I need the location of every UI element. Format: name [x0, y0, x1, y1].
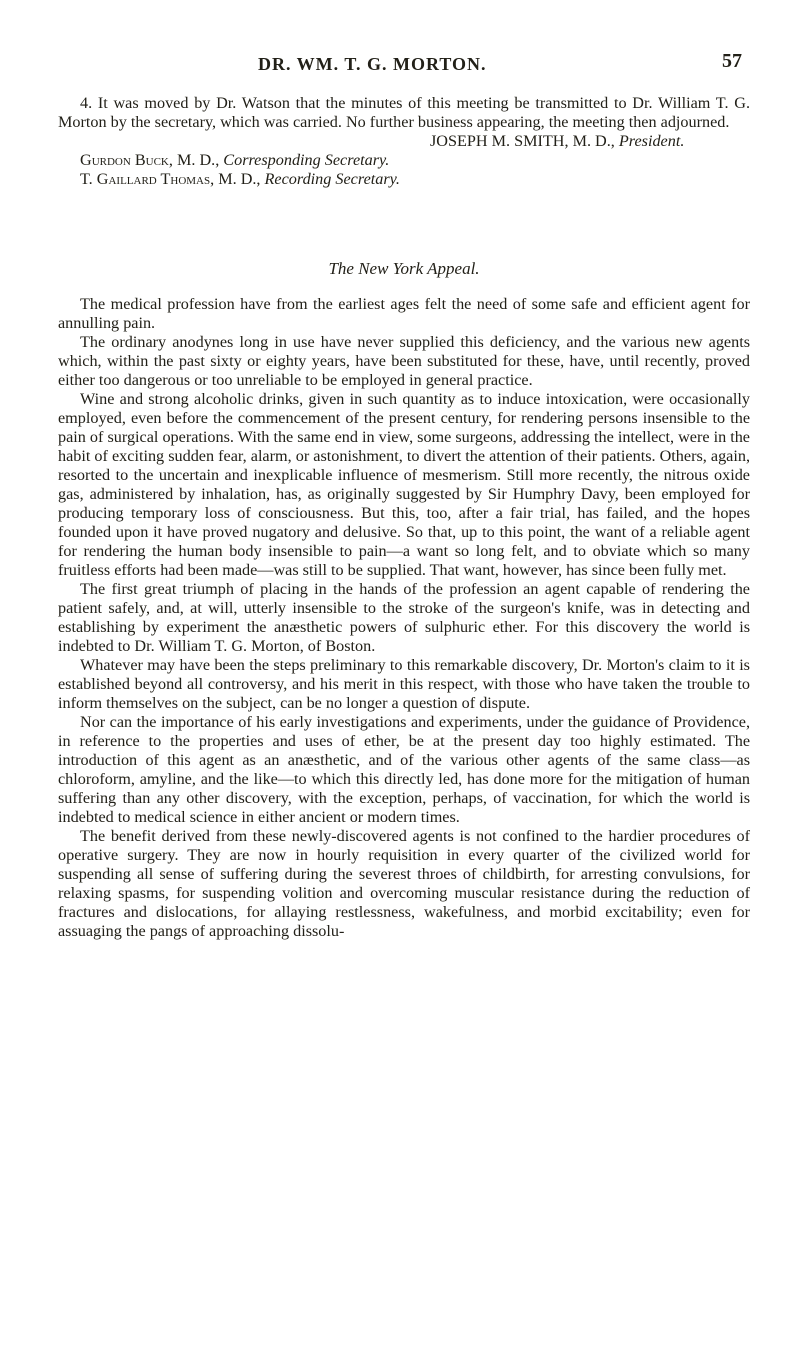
page-body — [58, 94, 750, 941]
president-name: JOSEPH M. SMITH, M. D., — [430, 132, 615, 150]
president-signature — [58, 132, 750, 151]
president-title: President. — [618, 132, 685, 150]
running-head: DR. WM. T. G. MORTON. — [258, 54, 487, 74]
minutes-paragraph: 4. It was moved by Dr. Watson that the minutes of this meeting be transmitted to Dr. William T. G. Morton by the secretary, which was carried. No further business appearing, the meeting then adjourned. — [58, 94, 750, 131]
body-paragraph: The ordinary anodynes long in use have never supplied this deficiency, and the various new agents which, within the past sixty or eighty years, have been substituted for these, have, until recently, proved either too dangerous or too unreliable to be employed in general practice. — [58, 333, 750, 389]
corresponding-secretary-title: Corresponding Secretary. — [223, 151, 390, 169]
body-paragraph: Nor can the importance of his early investigations and experiments, under the guidance of Providence, in reference to the properties and uses of ether, be at the present day too highly estimated. The introduction of this agent as an anæsthetic, and of the various other agents of the same class—as chloroform, amyline, and the like—to which this directly led, has done more for the mitigation of human suffering than any other discovery, with the exception, perhaps, of vaccination, for which the world is indebted to medical science in either ancient or modern times. — [58, 713, 750, 826]
section-title: The New York Appeal. — [328, 259, 480, 278]
body-paragraph: Wine and strong alcoholic drinks, given in such quantity as to induce intoxication, were occasionally employed, even before the commencement of the present century, for rendering persons insensible to the pain of surgical operations. With the same end in view, some surgeons, addressing the intellect, were in the habit of exciting sudden fear, alarm, or astonishment, to divert the attention of their patients. Others, again, resorted to the uncertain and inexplicable influence of mesmerism. Still more recently, the nitrous oxide gas, administered by inhalation, has, as originally suggested by Sir Humphry Davy, been employed for producing temporary loss of consciousness. But this, too, after a fair trial, has failed, and the hopes founded upon it have proved nugatory and delusive. So that, up to this point, the want of a reliable agent for rendering the human body insensible to pain—a want so long felt, and to obviate which so many fruitless efforts had been made—was still to be supplied. That want, however, has since been fully met. — [58, 390, 750, 579]
corresponding-secretary-signature — [58, 151, 750, 170]
recording-secretary-signature — [58, 170, 750, 189]
page-number: 57 — [722, 50, 742, 72]
body-paragraph: Whatever may have been the steps preliminary to this remarkable discovery, Dr. Morton's claim to it is established beyond all controversy, and his merit in this respect, with those who have taken the trouble to inform themselves on the subject, can be no longer a question of dispute. — [58, 656, 750, 712]
recording-secretary-name: T. Gaillard Thomas, M. D., — [80, 170, 261, 188]
body-paragraph: The benefit derived from these newly-discovered agents is not confined to the hardier procedures of operative surgery. They are now in hourly requisition in every quarter of the civilized world for suspending all sense of suffering during the severest throes of childbirth, for arresting convulsions, for relaxing spasms, for suspending volition and overcoming muscular resistance during the reduction of fractures and dislocations, for allaying restlessness, wakefulness, and morbid excitability; even for assuaging the pangs of approaching dissolu- — [58, 827, 750, 940]
body-paragraph: The medical profession have from the earliest ages felt the need of some safe and efficient agent for annulling pain. — [58, 295, 750, 332]
recording-secretary-title: Recording Secretary. — [264, 170, 400, 188]
body-paragraph: The first great triumph of placing in the hands of the profession an agent capable of rendering the patient safely, and, at will, utterly insensible to the stroke of the surgeon's knife, was in detecting and establishing by experiment the anæsthetic powers of sulphuric ether. For this discovery the world is indebted to Dr. William T. G. Morton, of Boston. — [58, 580, 750, 655]
corresponding-secretary-name: Gurdon Buck, M. D., — [80, 151, 220, 169]
